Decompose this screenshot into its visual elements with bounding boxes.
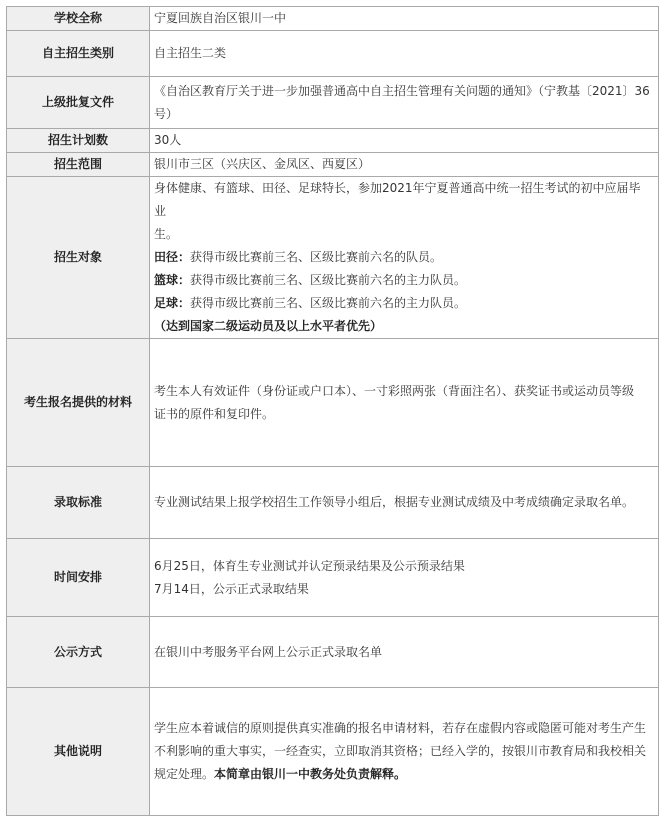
table-row [7,153,659,177]
school-name-value: 宁夏回族自治区银川一中 [150,7,659,31]
track-requirement: 获得市级比赛前三名、区级比赛前六名的队员。 [190,250,443,264]
other-notes-line-3 [154,763,652,786]
table-row [7,688,659,816]
basketball-item [154,269,652,292]
other-notes-line-3-text: 规定处理。 [154,767,215,781]
enrollment-quota-label: 招生计划数 [7,129,150,153]
interpretation-note: 本简章由银川一中教务处负责解释。 [214,767,407,781]
table-row [7,617,659,688]
other-notes-line-2: 不利影响的重大事实，一经查实，立即取消其资格；已经入学的，按银川市教育局和我校相关 [154,744,647,758]
schedule-line-1: 6月25日，体育生专业测试并认定预录结果及公示预录结果 [154,558,465,573]
enrollment-quota-value: 30人 [150,129,659,153]
football-requirement: 获得市级比赛前三名、区级比赛前六名的主力队员。 [190,296,467,310]
admission-category-label: 自主招生类别 [7,31,150,77]
other-notes-value [150,688,659,816]
admission-criteria-value: 专业测试结果上报学校招生工作领导小组后，根据专业测试成绩及中考成绩确定录取名单。 [150,467,659,539]
schedule-line-2: 7月14日，公示正式录取结果 [154,581,309,596]
required-materials-value [150,339,659,467]
football-name: 足球： [154,296,191,310]
enrollment-area-value: 银川市三区（兴庆区、金凤区、西夏区） [150,153,659,177]
target-intro-line-2: 生。 [154,227,179,241]
other-notes-label: 其他说明 [7,688,150,816]
track-item [154,246,652,269]
required-materials-line-2: 证书的原件和复印件。 [154,406,275,421]
required-materials-line-1: 考生本人有效证件（身份证或户口本）、一寸彩照两张（背面注名）、获奖证书或运动员等级 [154,383,635,398]
track-name: 田径： [154,250,191,264]
schedule-value [150,539,659,617]
approval-document-value [150,77,659,129]
table-row [7,7,659,31]
admission-criteria-label: 录取标准 [7,467,150,539]
table-row [7,339,659,467]
schedule-label: 时间安排 [7,539,150,617]
priority-note: （达到国家二级运动员及以上水平者优先） [154,319,383,333]
table-row [7,77,659,129]
basketball-name: 篮球： [154,273,191,287]
admission-info-table [6,6,659,816]
publication-method-label: 公示方式 [7,617,150,688]
table-row [7,129,659,153]
approval-document-line-1: 《自治区教育厅关于进一步加强普通高中自主招生管理有关问题的通知》（宁教基〔2021〕36 [154,83,650,98]
publication-method-value: 在银川中考服务平台网上公示正式录取名单 [150,617,659,688]
approval-document-label: 上级批复文件 [7,77,150,129]
table-row [7,31,659,77]
target-intro-line-1: 身体健康、有篮球、田径、足球特长，参加2021年宁夏普通高中统一招生考试的初中应届毕业 [154,181,641,218]
table-row [7,467,659,539]
required-materials-label: 考生报名提供的材料 [7,339,150,467]
table-row [7,177,659,339]
other-notes-line-1: 学生应本着诚信的原则提供真实准确的报名申请材料，若存在虚假内容或隐匿可能对考生产生 [154,721,647,735]
football-item [154,292,652,315]
basketball-requirement: 获得市级比赛前三名、区级比赛前六名的主力队员。 [190,273,467,287]
school-name-label: 学校全称 [7,7,150,31]
enrollment-area-label: 招生范围 [7,153,150,177]
approval-document-line-2: 号） [154,106,179,121]
admission-category-value: 自主招生二类 [150,31,659,77]
target-students-value [150,177,659,339]
table-row [7,539,659,617]
target-students-label: 招生对象 [7,177,150,339]
